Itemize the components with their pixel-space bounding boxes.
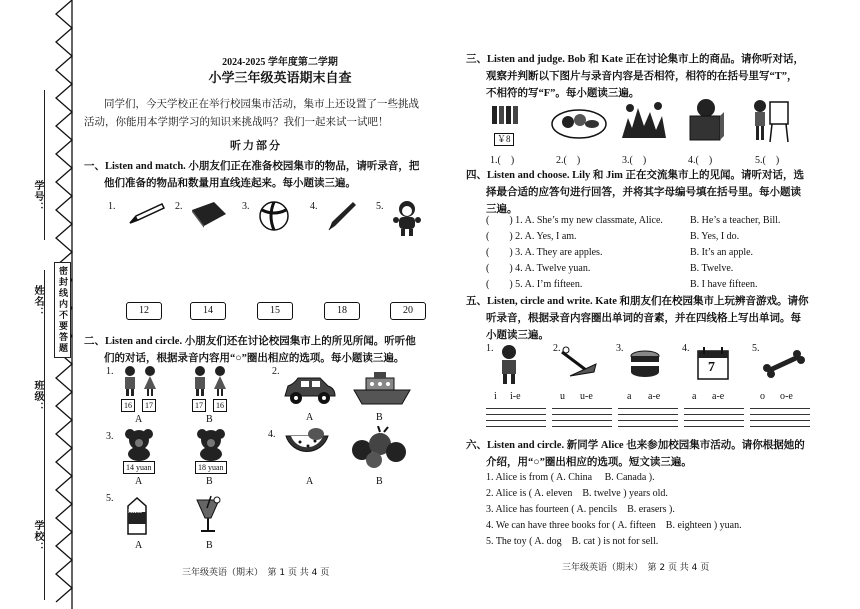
quantity-box: 18 <box>324 302 360 320</box>
option-b-label: B <box>206 540 213 551</box>
q4-option-b: B. It’s an apple. <box>690 247 754 258</box>
class-label: 班级： <box>32 380 43 413</box>
ball-box-icon <box>686 98 726 142</box>
fruit-plate-icon <box>550 102 608 142</box>
q2-number: 5. <box>106 493 114 504</box>
q1-number: 5. <box>376 201 384 212</box>
can-icon <box>628 350 662 380</box>
q3-title: 不相符的写“F”。每小题读三遍。 <box>486 88 640 99</box>
q3-answer-blank[interactable]: 3.( ) <box>622 155 647 166</box>
q6-item: 2. Alice is ( A. eleven B. twelve ) years old. <box>486 488 668 499</box>
age-tag: 16 <box>213 399 227 412</box>
q6-item: 5. The toy ( A. dog B. cat ) is not for sell. <box>486 536 659 547</box>
q4-option-a: ( ) 3. A. They are apples. <box>486 247 603 258</box>
semester-header: 2024-2025 学年度第二学期 <box>222 57 338 68</box>
sound-option[interactable]: u-e <box>580 391 593 402</box>
sound-option[interactable]: a-e <box>712 391 725 402</box>
option-a-label: A <box>135 476 143 487</box>
q1-number: 4. <box>310 201 318 212</box>
milk-label: MILK <box>128 510 142 515</box>
name-label: 姓名： <box>32 285 43 318</box>
sound-option[interactable]: i-e <box>510 391 521 402</box>
option-b-label: B <box>376 476 383 487</box>
option-b-label: B <box>206 414 213 425</box>
age-tag: 16 <box>121 399 135 412</box>
q4-option-b: B. He’s a teacher, Bill. <box>690 215 781 226</box>
q4-title: 四、Listen and choose. Lily 和 Jim 正在交流集市上的见闻。请听对话，选 <box>466 170 805 181</box>
boy-icon <box>494 344 524 386</box>
q2-title: 二、Listen and circle. 小朋友们还在讨论校园集市上的所见所闻。听听他 <box>84 336 416 347</box>
q2-number: 2. <box>272 366 280 377</box>
cut-icon <box>560 346 600 382</box>
q1-number: 1. <box>108 201 116 212</box>
q5-number: 3. <box>616 343 624 354</box>
pen-icon <box>325 200 357 232</box>
q5-title: 听录音，根据录音内容圈出单词的音素，并在四线格上写出单词。每 <box>486 313 801 324</box>
margin-line <box>44 90 45 240</box>
q3-answer-blank[interactable]: 5.( ) <box>755 155 780 166</box>
q3-title: 观察并判断以下图片与录音内容是否相符，相符的在括号里写“T”， <box>486 71 798 82</box>
option-a-label: A <box>135 540 143 551</box>
q6-title: 介绍，用“○”圈出相应的选项。短文读三遍。 <box>486 457 692 468</box>
boy-easel-icon <box>748 98 792 144</box>
q4-option-a: ( ) 4. A. Twelve yuan. <box>486 263 591 274</box>
sound-option[interactable]: a-e <box>648 391 661 402</box>
bone-icon <box>762 350 806 378</box>
q3-answer-blank[interactable]: 4.( ) <box>688 155 713 166</box>
price-tag: 18 yuan <box>195 461 227 474</box>
q5-number: 4. <box>682 343 690 354</box>
q4-option-a: ( ) 1. A. She’s my new classmate, Alice. <box>486 215 663 226</box>
teddy-bear-icon <box>122 427 156 461</box>
sound-option[interactable]: i <box>494 391 497 402</box>
boy-girl-icon <box>120 365 160 397</box>
q4-option-a: ( ) 5. A. I’m fifteen. <box>486 279 583 290</box>
page-title: 小学三年级英语期末自查 <box>208 71 352 86</box>
pencil-icon <box>128 203 166 225</box>
sound-option[interactable]: o-e <box>780 391 793 402</box>
q2-number: 4. <box>268 429 276 440</box>
age-tag: 17 <box>142 399 156 412</box>
listening-part-title: 听力部分 <box>230 139 282 152</box>
q4-option-a: ( ) 2. A. Yes, I am. <box>486 231 577 242</box>
pencils-icon <box>488 104 528 134</box>
q3-answer-blank[interactable]: 2.( ) <box>556 155 581 166</box>
q4-option-b: B. I have fifteen. <box>690 279 758 290</box>
q5-title: 小题读三遍。 <box>486 330 549 341</box>
q6-item: 3. Alice has fourteen ( A. pencils B. erasers ). <box>486 504 675 515</box>
option-b-label: B <box>376 412 383 423</box>
animals-group-icon <box>618 98 670 144</box>
q4-option-b: B. Yes, I do. <box>690 231 740 242</box>
page-1-footer: 三年级英语（期末） 第 1 页 共 4 页 <box>182 568 330 578</box>
q3-answer-blank[interactable]: 1.( ) <box>490 155 515 166</box>
car-icon <box>282 372 338 406</box>
doll-icon <box>390 198 424 238</box>
writing-lines[interactable] <box>552 408 612 430</box>
student-id-label: 学号： <box>32 180 43 213</box>
writing-lines[interactable] <box>618 408 678 430</box>
sound-option[interactable]: u <box>560 391 565 402</box>
q3-title: 三、Listen and judge. Bob 和 Kate 正在讨论集市上的商品。请你听对话， <box>466 54 805 65</box>
quantity-box: 12 <box>126 302 162 320</box>
option-a-label: A <box>306 476 314 487</box>
quantity-box: 20 <box>390 302 426 320</box>
q2-number: 1. <box>106 366 114 377</box>
page-2-footer: 三年级英语（期末） 第 2 页 共 4 页 <box>562 563 710 573</box>
teddy-bear-icon <box>194 427 228 461</box>
q6-title: 六、Listen and circle. 新同学 Alice 也来参加校园集市活动。请你根据她的 <box>466 440 805 451</box>
q5-number: 5. <box>752 343 760 354</box>
q2-number: 3. <box>106 431 114 442</box>
writing-lines[interactable] <box>750 408 810 430</box>
q1-number: 2. <box>175 201 183 212</box>
q5-number: 2. <box>553 343 561 354</box>
option-b-label: B <box>206 476 213 487</box>
seal-notice: 密封线内不要答题 <box>54 262 71 358</box>
q1-title: 一、Listen and match. 小朋友们正在准备校园集市的物品，请听录音，把 <box>84 161 420 172</box>
q6-item: 1. Alice is from ( A. China B. Canada ). <box>486 472 655 483</box>
q1-number: 3. <box>242 201 250 212</box>
writing-lines[interactable] <box>486 408 546 430</box>
q5-number: 1. <box>486 343 494 354</box>
q6-item: 4. We can have three books for ( A. fifteen B. eighteen ) yuan. <box>486 520 742 531</box>
boat-icon <box>352 370 412 406</box>
q2-title: 们的对话，根据录音内容用“○”圈出相应的选项。每小题读三遍。 <box>104 353 405 364</box>
watermelon-icon <box>282 426 332 472</box>
sound-option[interactable]: a <box>627 391 632 402</box>
ball-icon <box>258 200 290 232</box>
q4-option-b: B. Twelve. <box>690 263 734 274</box>
q1-title: 他们准备的物品和数量用直线连起来。每小题读三遍。 <box>104 178 356 189</box>
option-a-label: A <box>135 414 143 425</box>
sound-option[interactable]: o <box>760 391 765 402</box>
q4-title: 择最合适的应答句进行回答，并将其字母编号填在括号里。每小题读 <box>486 187 801 198</box>
age-tag: 17 <box>192 399 206 412</box>
intro-line: 活动，你能用本学期学习的知识来挑战吗？我们一起来试一试吧！ <box>84 116 389 128</box>
quantity-box: 14 <box>190 302 226 320</box>
vegetables-icon <box>350 426 410 470</box>
quantity-box: 15 <box>257 302 293 320</box>
school-label: 学校： <box>32 520 43 553</box>
price-tag: 14 yuan <box>123 461 155 474</box>
boy-girl-icon <box>190 365 230 397</box>
milk-carton-icon <box>124 496 150 536</box>
book-icon <box>188 200 228 228</box>
binding-margin <box>0 0 80 609</box>
option-a-label: A <box>306 412 314 423</box>
writing-lines[interactable] <box>684 408 744 430</box>
juice-glass-icon <box>193 494 223 536</box>
q4-title: 三遍。 <box>486 204 518 215</box>
price-tag: ￥8 <box>494 133 514 146</box>
calendar-date: 7 <box>708 360 715 375</box>
q5-title: 五、Listen, circle and write. Kate 和朋友们在校园集市上玩辨音游戏。请你 <box>466 296 809 307</box>
sound-option[interactable]: a <box>692 391 697 402</box>
intro-line: 同学们，今天学校正在举行校园集市活动，集市上还设置了一些挑战 <box>104 98 419 110</box>
